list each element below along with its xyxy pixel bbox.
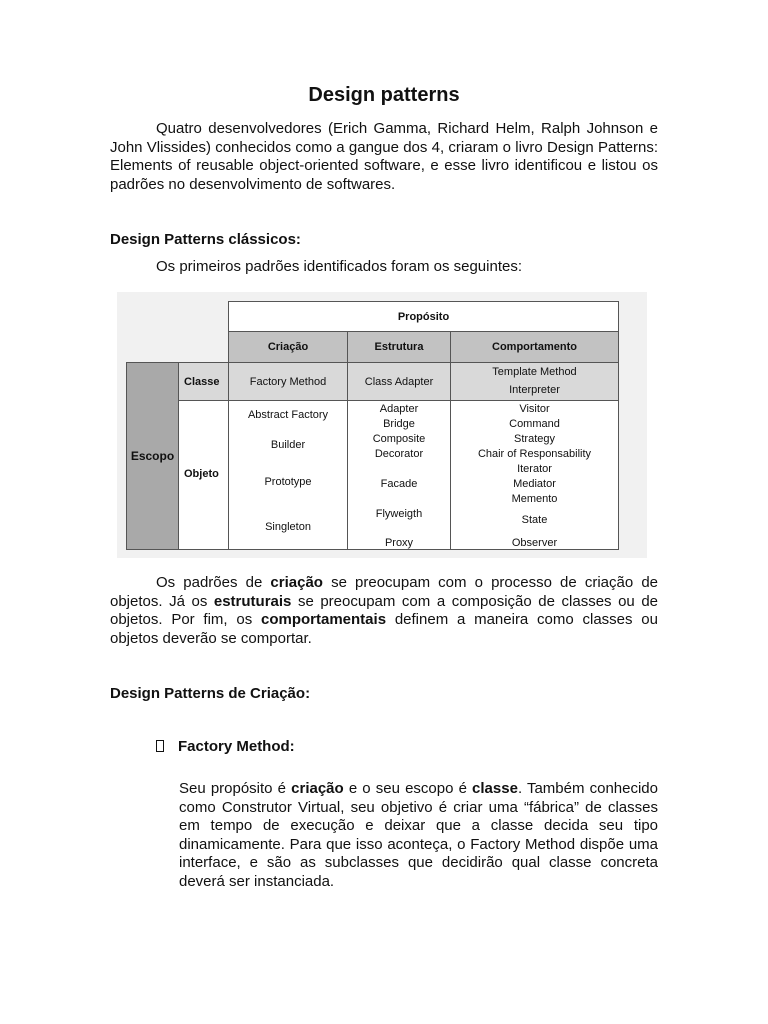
- bullet-icon: [156, 740, 164, 752]
- factory-text: . Também conhecido como Construtor Virtual, seu objetivo é criar uma “fábrica” de classes em tempo de execução e deixar que a classe decida seu tipo dinamicamente. Para que isso aconteça, o Factory Method dispõe uma interface, e são as subclasses que decidirão qual classe concreta deverá ser instanciada.: [179, 780, 658, 890]
- section-lead: Os primeiros padrões identificados foram os seguintes:: [156, 258, 523, 275]
- cell-objeto-comportamento: [450, 400, 619, 550]
- section-heading-classic: Design Patterns clássicos:: [110, 231, 301, 248]
- pattern-name: Command: [509, 418, 560, 430]
- pattern-name: Facade: [380, 478, 418, 490]
- purpose-header: Propósito: [228, 301, 619, 332]
- summary-bold-comportamentais: comportamentais: [261, 611, 387, 628]
- pattern-name: Interpreter: [509, 384, 560, 396]
- summary-bold-estruturais: estruturais: [213, 592, 292, 610]
- pattern-name: Observer: [511, 537, 558, 549]
- summary-text: Os padrões de: [156, 574, 271, 591]
- summary-text: se preocupam com a composição de classes ou de objetos. Por fim, os: [110, 592, 658, 628]
- pattern-name: Strategy: [514, 433, 555, 445]
- column-header-estrutura: Estrutura: [347, 331, 451, 363]
- row-label-objeto-cell: [178, 400, 229, 550]
- row-label-classe: Classe: [184, 376, 220, 388]
- summary-paragraph: [110, 574, 658, 648]
- summary-bold-criacao: criação: [270, 574, 323, 591]
- cell-classe-comportamento: [450, 362, 619, 401]
- pattern-name: Chair of Responsability: [477, 448, 592, 460]
- pattern-name: Builder: [270, 439, 306, 451]
- factory-text: e o seu escopo é: [343, 780, 473, 797]
- row-label-classe-cell: [178, 362, 229, 401]
- pattern-name: Class Adapter: [364, 376, 434, 388]
- cell-classe-criacao: [228, 362, 348, 401]
- intro-paragraph: Quatro desenvolvedores (Erich Gamma, Richard Helm, Ralph Johnson e John Vlissides) conhecidos como a gangue dos 4, criaram o livro Design Patterns: Elements of reusable object-oriented software, e esse livro identificou e listou os padrões no desenvolvimento de softwares.: [110, 120, 658, 193]
- column-header-comportamento: Comportamento: [450, 331, 619, 363]
- cell-objeto-criacao: [228, 400, 348, 550]
- summary-text: se preocupam com o processo de criação de objetos. Já os: [110, 574, 659, 610]
- pattern-name: Bridge: [383, 418, 415, 430]
- bullet-title: Factory Method:: [178, 738, 295, 755]
- factory-method-paragraph: [179, 780, 658, 891]
- pattern-name: Singleton: [265, 521, 311, 533]
- pattern-name: Iterator: [517, 463, 552, 475]
- bullet-factory-method: [156, 738, 295, 755]
- row-label-objeto: Objeto: [184, 468, 219, 480]
- pattern-name: Memento: [511, 493, 558, 505]
- pattern-name: State: [521, 514, 548, 526]
- section-heading-creation: Design Patterns de Criação:: [110, 685, 311, 702]
- summary-text: definem a maneira como classes ou objetos deverão se comportar.: [110, 611, 658, 647]
- page-title: Design patterns: [308, 84, 460, 106]
- pattern-name: Template Method: [492, 366, 577, 378]
- scope-label: Escopo: [126, 362, 179, 550]
- pattern-name: Composite: [372, 433, 426, 445]
- column-header-criacao: Criação: [228, 331, 348, 363]
- factory-bold-criacao: criação: [291, 780, 344, 797]
- pattern-name: Decorator: [374, 448, 424, 460]
- pattern-name: Mediator: [513, 478, 556, 490]
- pattern-name: Visitor: [519, 403, 550, 415]
- factory-bold-classe: classe: [472, 780, 518, 797]
- cell-classe-estrutura: [347, 362, 451, 401]
- pattern-name: Factory Method: [249, 376, 327, 388]
- pattern-name: Adapter: [379, 403, 419, 415]
- factory-text: Seu propósito é: [179, 780, 292, 797]
- patterns-table: [126, 301, 619, 550]
- pattern-name: Abstract Factory: [247, 409, 329, 421]
- pattern-name: Prototype: [264, 476, 312, 488]
- pattern-name: Flyweigth: [375, 508, 423, 520]
- cell-objeto-estrutura: [347, 400, 451, 550]
- pattern-name: Proxy: [384, 537, 414, 549]
